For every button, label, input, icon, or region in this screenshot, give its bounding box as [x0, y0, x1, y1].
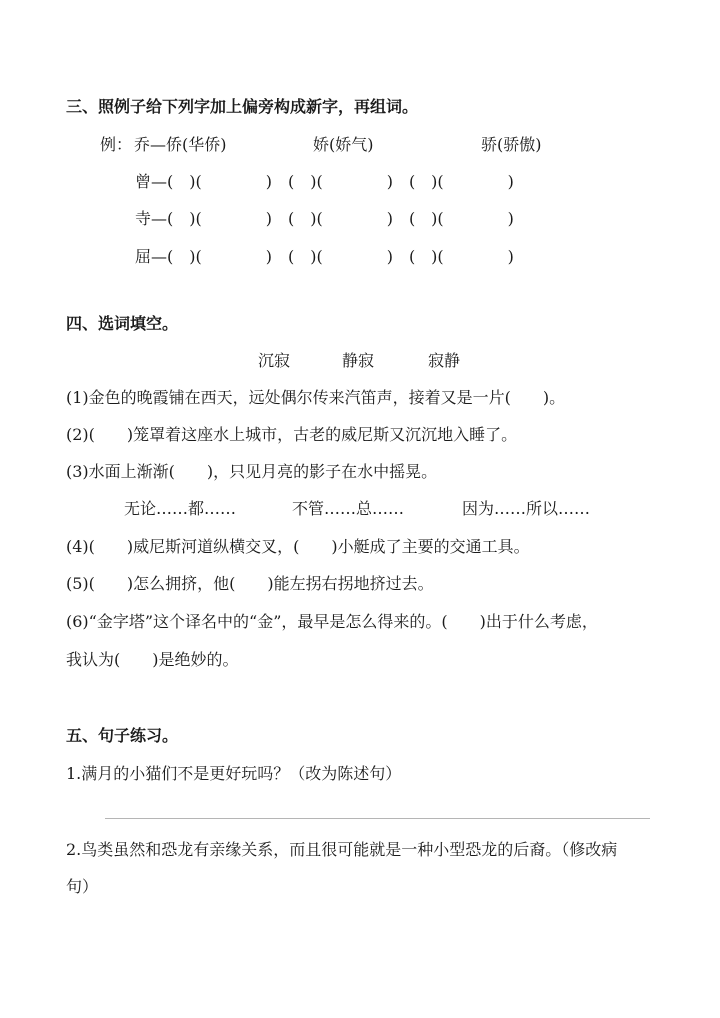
- section3-heading: 三、照例子给下列字加上偏旁构成新字，再组词。: [66, 97, 419, 116]
- row-char: 曾: [135, 172, 152, 191]
- question-2: (2)( )笼罩着这座水上城市，古老的威尼斯又沉沉地入睡了。: [66, 425, 518, 444]
- question-3: (3)水面上渐渐( )，只见月亮的影子在水中摇晃。: [66, 462, 438, 481]
- sentence-1: 1.满月的小猫们不是更好玩吗？（改为陈述句）: [66, 764, 402, 783]
- char-row: [135, 208, 605, 230]
- conjunction-option: 因为……所以……: [462, 499, 591, 518]
- row-blanks: —( )( ) ( )( ) ( )( ): [151, 209, 514, 228]
- sentence-2-line2: 句）: [66, 877, 99, 896]
- question-4: (4)( )威尼斯河道纵横交叉，( )小艇成了主要的交通工具。: [66, 537, 530, 556]
- example-label: 例：: [100, 135, 133, 154]
- word-option: 静寂: [342, 351, 375, 370]
- section5-heading: 五、句子练习。: [66, 726, 179, 745]
- example-item-2: 娇(娇气): [313, 135, 374, 154]
- section4-heading: 四、选词填空。: [66, 314, 179, 333]
- example-item-3: 骄(骄傲): [481, 135, 542, 154]
- example-item-1: 乔—侨(华侨): [134, 135, 227, 154]
- row-char: 屈: [135, 247, 152, 266]
- question-5: (5)( )怎么拥挤，他( )能左拐右拐地挤过去。: [66, 574, 434, 593]
- conjunction-option: 无论……都……: [124, 499, 237, 518]
- char-row: [135, 171, 605, 193]
- row-blanks: —( )( ) ( )( ) ( )( ): [151, 247, 514, 266]
- question-1: (1)金色的晚霞铺在西天，远处偶尔传来汽笛声，接着又是一片( )。: [66, 388, 566, 407]
- word-option: 寂静: [428, 351, 461, 370]
- answer-line: [105, 818, 650, 819]
- word-option: 沉寂: [258, 351, 291, 370]
- conjunction-option: 不管……总……: [292, 499, 405, 518]
- char-row: [135, 246, 605, 268]
- row-blanks: —( )( ) ( )( ) ( )( ): [151, 172, 514, 191]
- question-6-line1: (6)“金字塔”这个译名中的“金”，最早是怎么得来的。( )出于什么考虑，: [66, 612, 598, 631]
- question-6-line2: 我认为( )是绝妙的。: [66, 650, 239, 669]
- row-char: 寺: [135, 209, 152, 228]
- sentence-2-line1: 2.鸟类虽然和恐龙有亲缘关系，而且很可能就是一种小型恐龙的后裔。（修改病: [66, 840, 618, 859]
